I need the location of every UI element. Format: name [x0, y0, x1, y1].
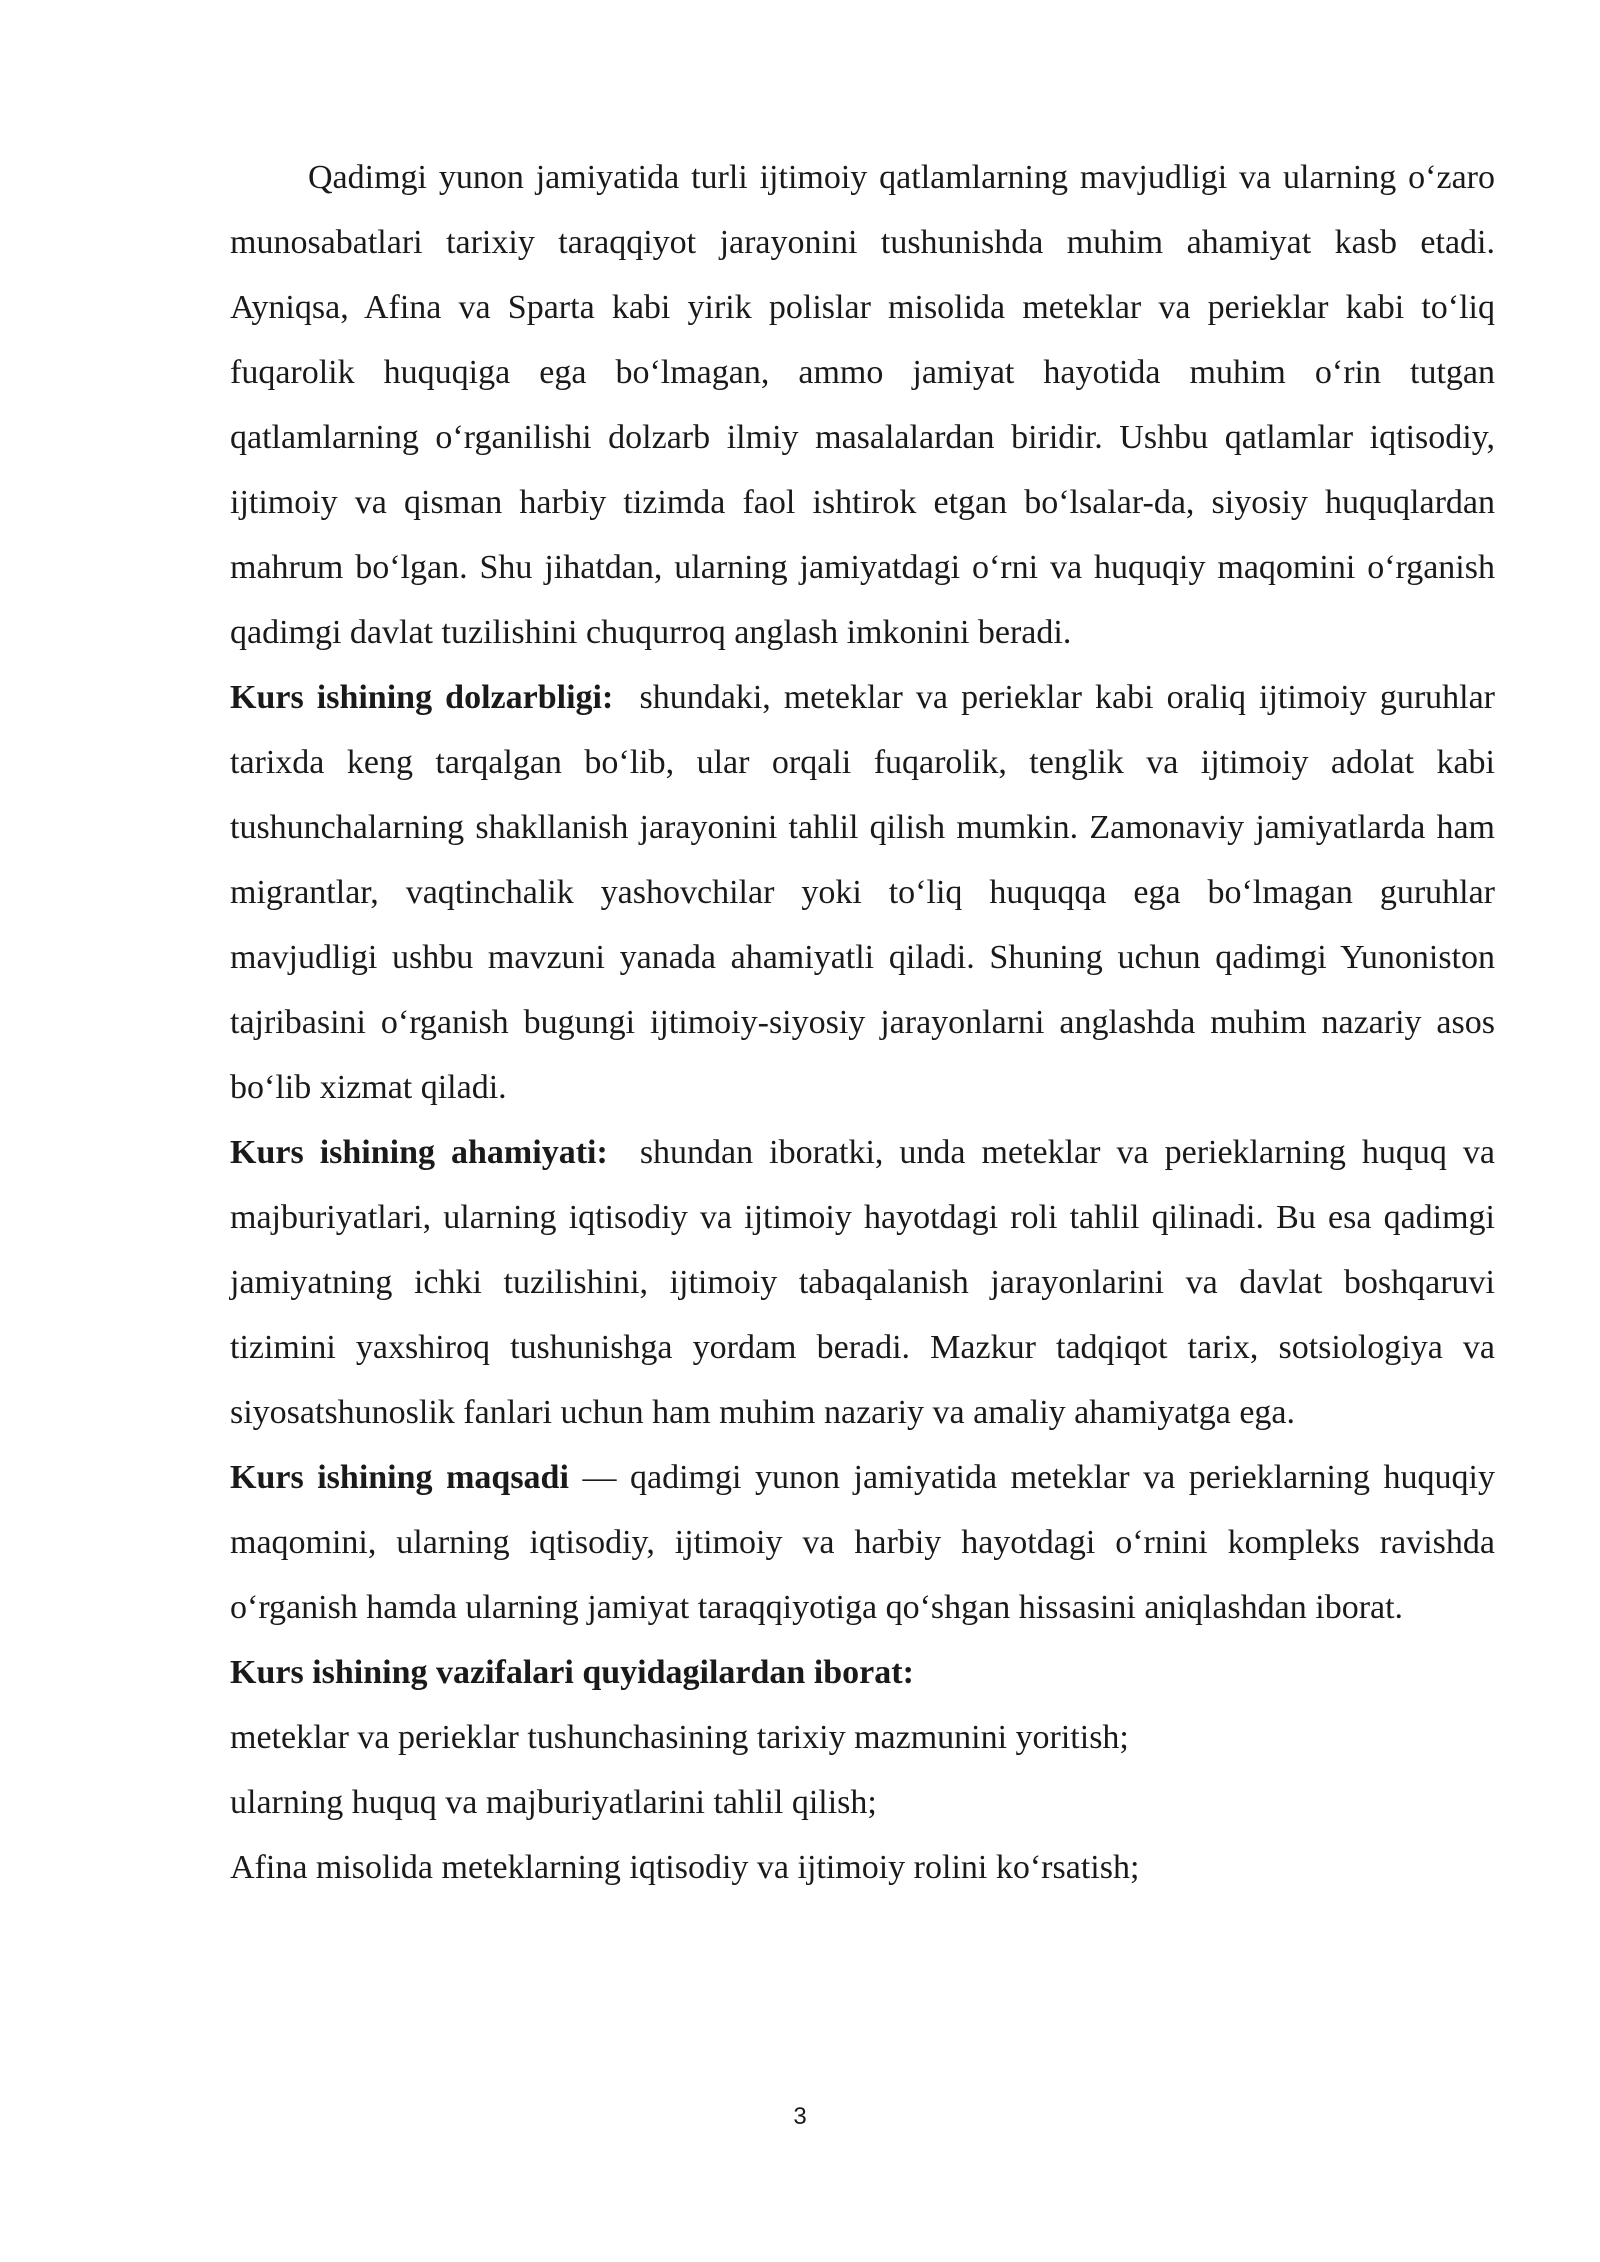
tasks-heading: Kurs ishining vazifalari quyidagilardan iborat:	[230, 1654, 914, 1691]
goal-paragraph	[230, 1445, 1495, 1640]
task-item: ularning huquq va majburiyatlarini tahlil qilish;	[230, 1784, 877, 1821]
relevance-paragraph	[230, 665, 1504, 1120]
significance-term: Kurs ishining ahamiyati:	[230, 1134, 608, 1171]
intro-paragraph: Qadimgi yunon jamiyatida turli ijtimoiy qatlamlarning mavjudligi va ularning oʻzaro munosabatlari tarixiy taraqqiyot jarayonini tushunishda muhim ahamiyat kasb etadi. Ayniqsa, Afina va Sparta kabi yirik polislar misolida meteklar va perieklar kabi toʻliq fuqarolik huquqiga ega boʻlmagan, ammo jamiyat hayotida muhim oʻrin tutgan qatlamlarning oʻrganilishi dolzarb ilmiy masalalardan biridir. Ushbu qatlamlar iqtisodiy, ijtimoiy va qisman harbiy tizimda faol ishtirok etgan boʻlsalar-da, siyosiy huquqlardan mahrum boʻlgan. Shu jihatdan, ularning jamiyatdagi oʻrni va huquqiy maqomini oʻrganish qadimgi davlat tuzilishini chuqurroq anglash imkonini beradi.	[230, 159, 1495, 651]
goal-term: Kurs ishining maqsadi	[230, 1459, 569, 1496]
goal-text: — qadimgi yunon jamiyatida meteklar va perieklarning huquqiy maqomini, ularning iqtisodiy, ijtimoiy va harbiy hayotdagi oʻrnini kompleks ravishda oʻrganish hamda ularning jamiyat taraqqiyotiga qoʻshgan hissasini aniqlashdan iborat.	[230, 1459, 1495, 1626]
significance-text: shundan iboratki, unda meteklar va perieklarning huquq va majburiyatlari, ularning iqtisodiy va ijtimoiy hayotdagi roli tahlil qilinadi. Bu esa qadimgi jamiyatning ichki tuzilishini, ijtimoiy tabaqalanish jarayonlarini va davlat boshqaruvi tizimini yaxshiroq tushunishga yordam beradi. Mazkur tadqiqot tarix, sotsiologiya va siyosatshunoslik fanlari uchun ham muhim nazariy va amaliy ahamiyatga ega.	[230, 1134, 1504, 1431]
task-item: meteklar va perieklar tushunchasining tarixiy mazmunini yoritish;	[230, 1719, 1129, 1756]
page-number: 3	[793, 2103, 807, 2130]
page-body	[230, 145, 1504, 1900]
task-item: Afina misolida meteklarning iqtisodiy va ijtimoiy rolini koʻrsatish;	[230, 1849, 1140, 1886]
relevance-term: Kurs ishining dolzarbligi:	[230, 679, 614, 716]
relevance-text: shundaki, meteklar va perieklar kabi oraliq ijtimoiy guruhlar tarixda keng tarqalgan boʻlib, ular orqali fuqarolik, tenglik va ijtimoiy adolat kabi tushunchalarning shakllanish jarayonini tahlil qilish mumkin. Zamonaviy jamiyatlarda ham migrantlar, vaqtinchalik yashovchilar yoki toʻliq huquqqa ega boʻlmagan guruhlar mavjudligi ushbu mavzuni yanada ahamiyatli qiladi. Shuning uchun qadimgi Yunoniston tajribasini oʻrganish bugungi ijtimoiy-siyosiy jarayonlarni anglashda muhim nazariy asos boʻlib xizmat qiladi.	[230, 679, 1504, 1106]
significance-paragraph	[230, 1120, 1504, 1445]
